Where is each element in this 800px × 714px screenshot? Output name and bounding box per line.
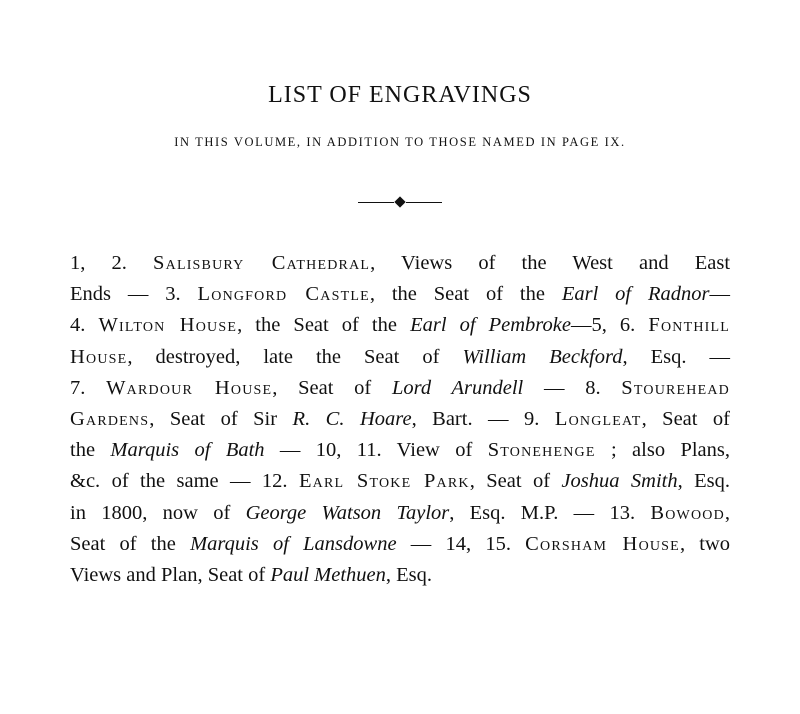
- owner-name: Earl of Pembroke: [410, 314, 571, 337]
- diamond-icon: [394, 196, 405, 207]
- list-text: ,: [724, 501, 731, 524]
- list-line: [70, 404, 730, 435]
- list-text: Ends — 3.: [70, 283, 198, 306]
- list-text: 7.: [70, 376, 107, 399]
- owner-name: Joshua Smith: [561, 470, 678, 493]
- page-title: LIST OF ENGRAVINGS: [268, 82, 532, 108]
- place-name: Corsham House: [525, 532, 680, 555]
- list-line: [70, 435, 730, 466]
- list-text: , Bart. — 9.: [411, 408, 555, 431]
- owner-name: Marquis of Bath: [110, 439, 265, 462]
- list-text: Seat of the: [70, 532, 191, 555]
- list-line: [70, 279, 730, 310]
- owner-name: Lord Arundell: [391, 376, 524, 399]
- list-text: — 10, 11. View of: [264, 439, 488, 462]
- ornament-divider: [358, 196, 442, 210]
- list-line: [70, 529, 730, 560]
- ornament-line-right: [406, 202, 442, 203]
- engravings-list: [70, 248, 730, 591]
- place-name: Stonehenge: [487, 439, 596, 462]
- list-text: — 14, 15.: [396, 532, 526, 555]
- list-text: , Seat of Sir: [149, 408, 293, 431]
- list-line: [70, 498, 730, 529]
- list-line: [70, 373, 730, 404]
- list-text: , Views of the West and East: [370, 252, 731, 274]
- owner-name: Earl of Radnor: [561, 283, 710, 306]
- place-name: Longleat: [554, 408, 642, 431]
- list-text: , Esq. —: [622, 345, 731, 368]
- list-text: &c. of the same — 12.: [70, 470, 299, 493]
- list-text: — 8.: [523, 376, 622, 399]
- list-text: , two: [679, 532, 731, 555]
- list-text: —: [709, 283, 730, 306]
- list-text: , Esq. M.P. — 13.: [449, 501, 651, 524]
- owner-name: William Beckford: [462, 345, 623, 368]
- place-name: Wardour House: [106, 376, 273, 399]
- list-line: [70, 342, 730, 373]
- list-text: —5, 6.: [570, 314, 649, 337]
- list-text: , Seat of: [272, 376, 392, 399]
- ornament-line-left: [358, 202, 394, 203]
- list-line: [70, 310, 730, 341]
- page-subtitle: [0, 135, 800, 150]
- list-text: 1, 2.: [70, 252, 154, 274]
- list-text: ; also Plans,: [595, 439, 730, 462]
- list-line: [70, 466, 730, 497]
- place-name: Gardens: [70, 408, 150, 431]
- list-text: in 1800, now of: [70, 501, 246, 524]
- list-text: , Esq.: [677, 470, 731, 493]
- list-text: , Seat of: [469, 470, 562, 493]
- owner-name: R. C. Hoare: [292, 408, 412, 431]
- list-text: , Seat of: [641, 408, 731, 431]
- place-name: Wilton House: [98, 314, 238, 337]
- place-name: House: [70, 345, 128, 368]
- list-text: , destroyed, late the Seat of: [127, 345, 463, 368]
- place-name: Longford Castle: [197, 283, 370, 306]
- owner-name: Marquis of Lansdowne: [190, 532, 397, 555]
- place-name: Earl Stoke Park: [298, 470, 470, 493]
- owner-name: George Watson Taylor: [245, 501, 450, 524]
- place-name: Bowood: [650, 501, 725, 524]
- place-name: Fonthill: [648, 314, 731, 337]
- owner-name: Paul Methuen: [270, 564, 386, 587]
- subtitle-text: IN THIS VOLUME, IN ADDITION TO THOSE NAMED IN PAGE IX.: [174, 135, 626, 149]
- list-line: [70, 248, 730, 279]
- place-name: Salisbury Cathedral: [153, 252, 371, 274]
- list-text: , the Seat of the: [237, 314, 411, 337]
- list-text: Views and Plan, Seat of: [70, 564, 271, 587]
- list-line: [70, 560, 730, 591]
- list-text: , Esq.: [385, 564, 433, 587]
- list-text: the: [70, 439, 111, 462]
- place-name: Stourehead: [621, 376, 730, 399]
- list-text: , the Seat of the: [369, 283, 562, 306]
- list-text: 4.: [70, 314, 99, 337]
